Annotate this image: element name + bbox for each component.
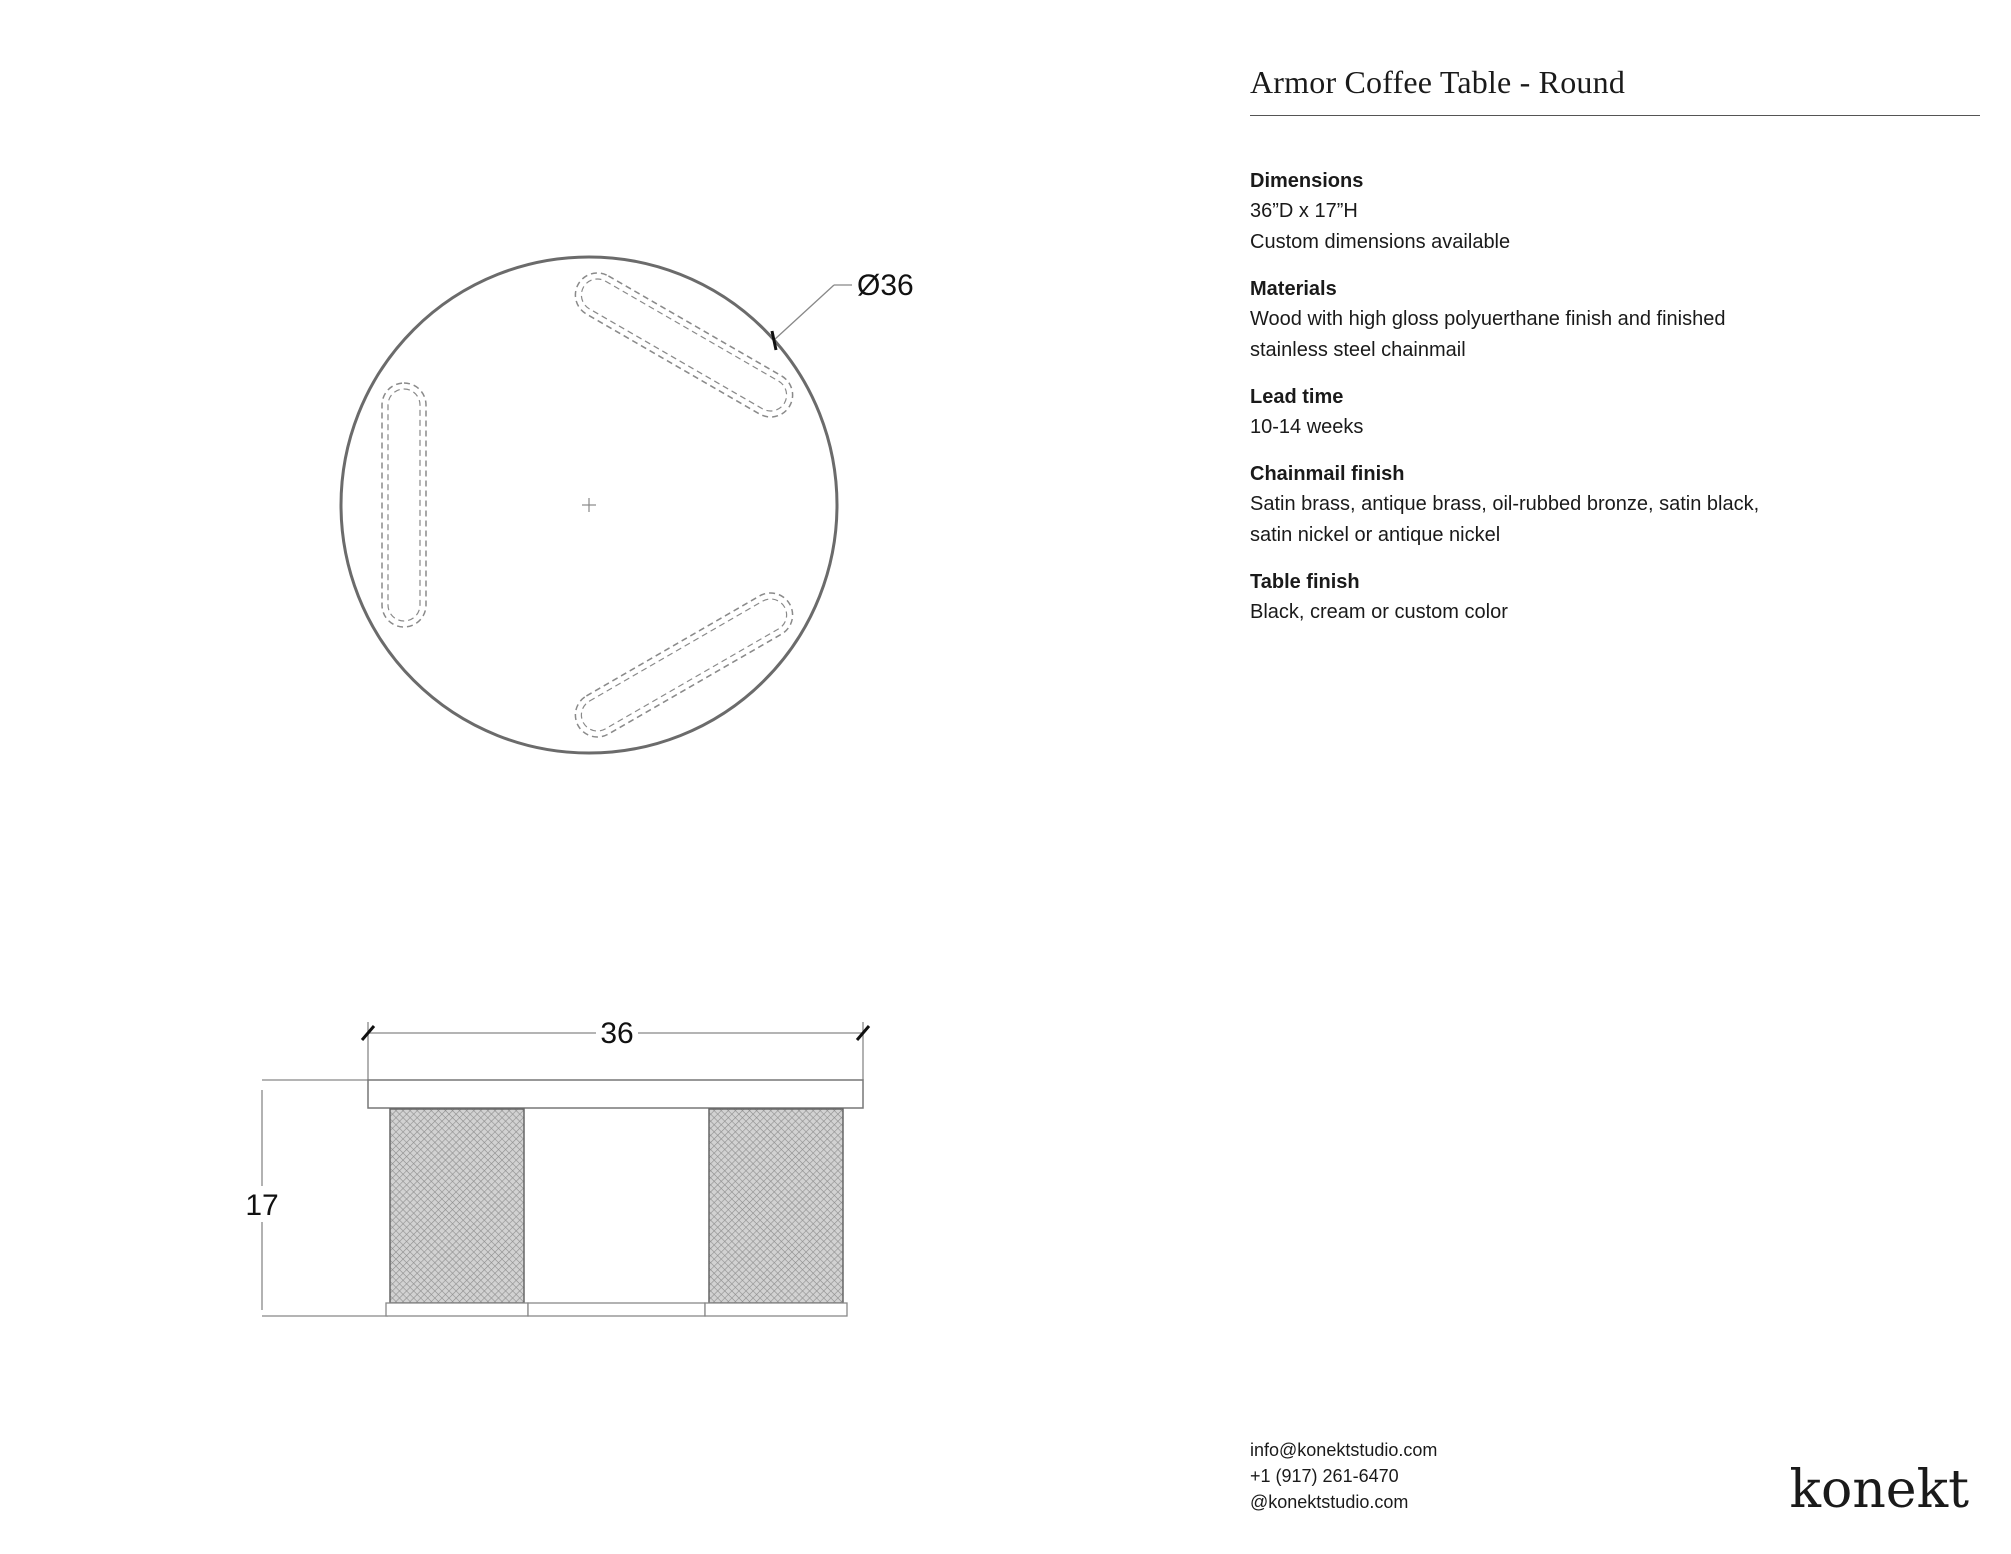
base-plinth — [386, 1303, 847, 1316]
spec-table-finish — [1250, 567, 1980, 628]
spec-panel — [1250, 64, 1980, 644]
spec-value: Black, cream or custom color — [1250, 601, 1508, 623]
contact-phone[interactable]: +1 (917) 261-6470 — [1250, 1466, 1399, 1486]
elevation-height-label: 17 — [245, 1189, 279, 1222]
height-dimension — [262, 1080, 388, 1316]
spec-value: satin nickel or antique nickel — [1250, 524, 1501, 546]
spec-value: Wood with high gloss polyuerthane finish and finished — [1250, 308, 1726, 330]
spec-value: Custom dimensions available — [1250, 231, 1511, 253]
spec-label: Table finish — [1250, 571, 1360, 593]
spec-label: Materials — [1250, 278, 1337, 300]
brand-logo: konekt — [1789, 1460, 1969, 1520]
spec-list — [1250, 166, 1980, 628]
hidden-leg-top-right — [567, 265, 800, 425]
spec-chainmail-finish — [1250, 459, 1980, 551]
table-top-slab — [368, 1080, 863, 1108]
contact-email[interactable]: info@konektstudio.com — [1250, 1440, 1438, 1460]
spec-lead-time — [1250, 382, 1980, 443]
leg-left-chainmail — [390, 1109, 524, 1303]
spec-value: 10-14 weeks — [1250, 416, 1364, 438]
leg-right-chainmail — [709, 1109, 843, 1303]
spec-materials — [1250, 274, 1980, 366]
contact-web[interactable]: @konektstudio.com — [1250, 1492, 1409, 1512]
elevation-width-label: 36 — [600, 1017, 634, 1050]
plan-diameter-label: Ø36 — [857, 269, 914, 302]
hidden-leg-bottom-right — [567, 585, 800, 745]
spec-label: Chainmail finish — [1250, 463, 1405, 485]
center-mark — [582, 498, 596, 512]
spec-label: Lead time — [1250, 386, 1344, 408]
spec-value: Satin brass, antique brass, oil-rubbed bronze, satin black, — [1250, 493, 1760, 515]
diameter-leader — [772, 285, 852, 350]
contact-info — [1250, 1437, 1437, 1515]
spec-value: stainless steel chainmail — [1250, 339, 1466, 361]
spec-label: Dimensions — [1250, 170, 1364, 192]
plan-view — [341, 257, 914, 753]
elevation-view — [245, 1017, 869, 1316]
product-title: Armor Coffee Table - Round — [1250, 64, 1980, 116]
spec-value: 36”D x 17”H — [1250, 200, 1358, 222]
hidden-leg-left — [382, 383, 426, 627]
spec-dimensions — [1250, 166, 1980, 258]
